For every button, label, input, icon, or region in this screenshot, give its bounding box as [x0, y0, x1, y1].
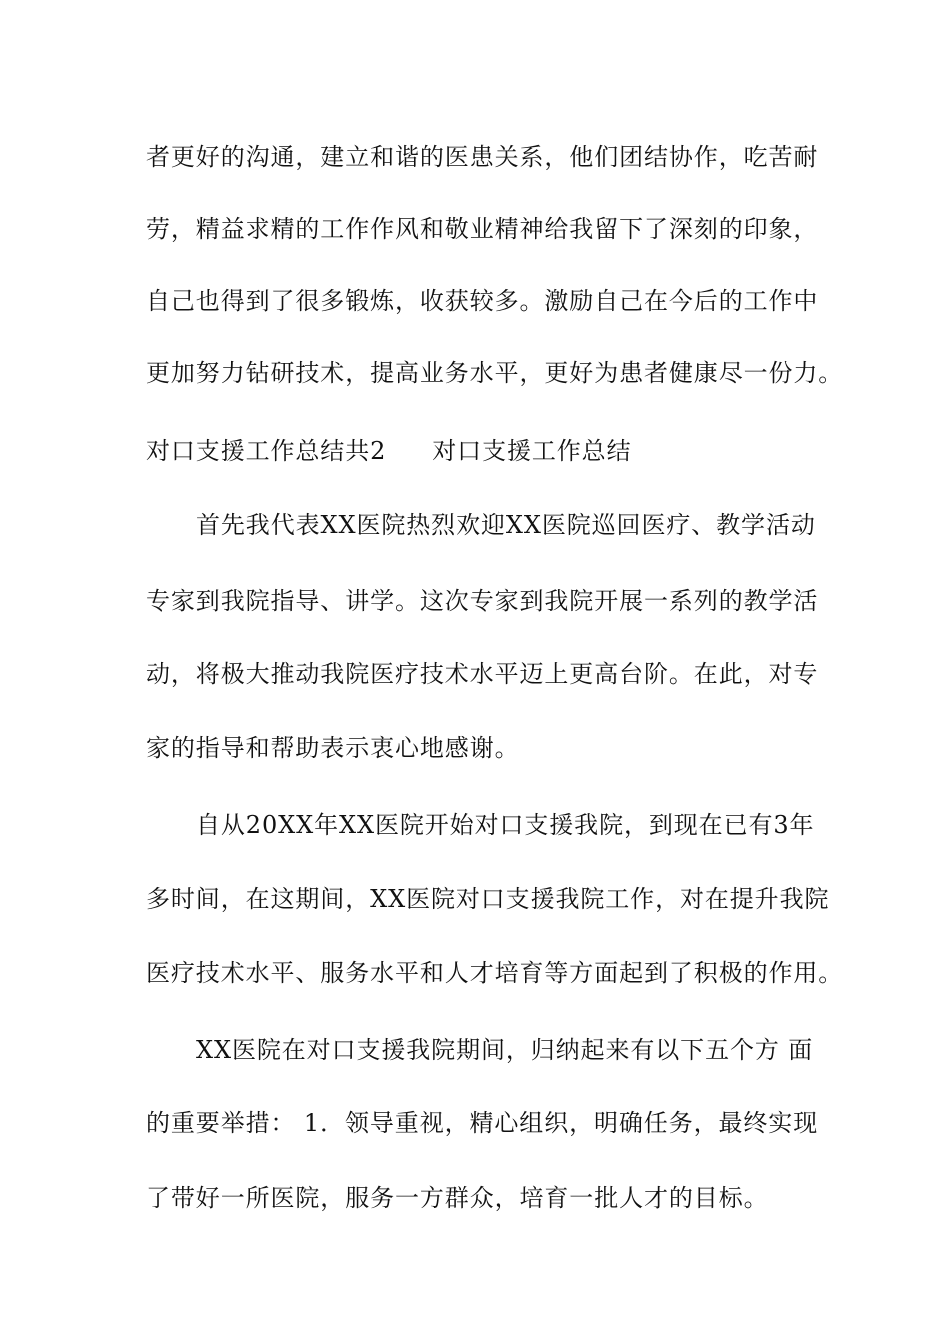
text-line: 自己也得到了很多锻炼，收获较多。激励自己在今后的工作中 [146, 287, 819, 315]
paragraph-2-line: 医疗技术水平、服务水平和人才培育等方面起到了积极的作用。 [146, 959, 844, 987]
paragraph-3-line: XX医院在对口支援我院期间，归纳起来有以下五个方 面 [196, 1036, 814, 1064]
text-line: 劳，精益求精的工作作风和敬业精神给我留下了深刻的印象， [146, 215, 819, 243]
paragraph-2-line: 自从20XX年XX医院开始对口支援我院，到现在已有3年 [196, 811, 815, 839]
paragraph-2-line: 多时间，在这期间，XX医院对口支援我院工作，对在提升我院 [146, 885, 830, 913]
heading-left: 对口支援工作总结共2 [146, 437, 387, 465]
text-line: 更加努力钻研技术，提高业务水平，更好为患者健康尽一份力。 [146, 359, 844, 387]
section-heading [146, 436, 806, 466]
paragraph-1-line: 动，将极大推动我院医疗技术水平迈上更高台阶。在此，对专 [146, 660, 819, 688]
paragraph-1-line: 首先我代表XX医院热烈欢迎XX医院巡回医疗、教学活动 [196, 511, 816, 539]
text-line: 者更好的沟通，建立和谐的医患关系，他们团结协作，吃苦耐 [146, 143, 819, 171]
paragraph-1-line: 家的指导和帮助表示衷心地感谢。 [146, 734, 520, 762]
heading-right: 对口支援工作总结 [432, 437, 632, 465]
paragraph-3-line: 的重要举措： 1．领导重视，精心组织，明确任务，最终实现 [146, 1109, 819, 1137]
paragraph-1-line: 专家到我院指导、讲学。这次专家到我院开展一系列的教学活 [146, 587, 819, 615]
paragraph-3-line: 了带好一所医院，服务一方群众，培育一批人才的目标。 [146, 1184, 769, 1212]
